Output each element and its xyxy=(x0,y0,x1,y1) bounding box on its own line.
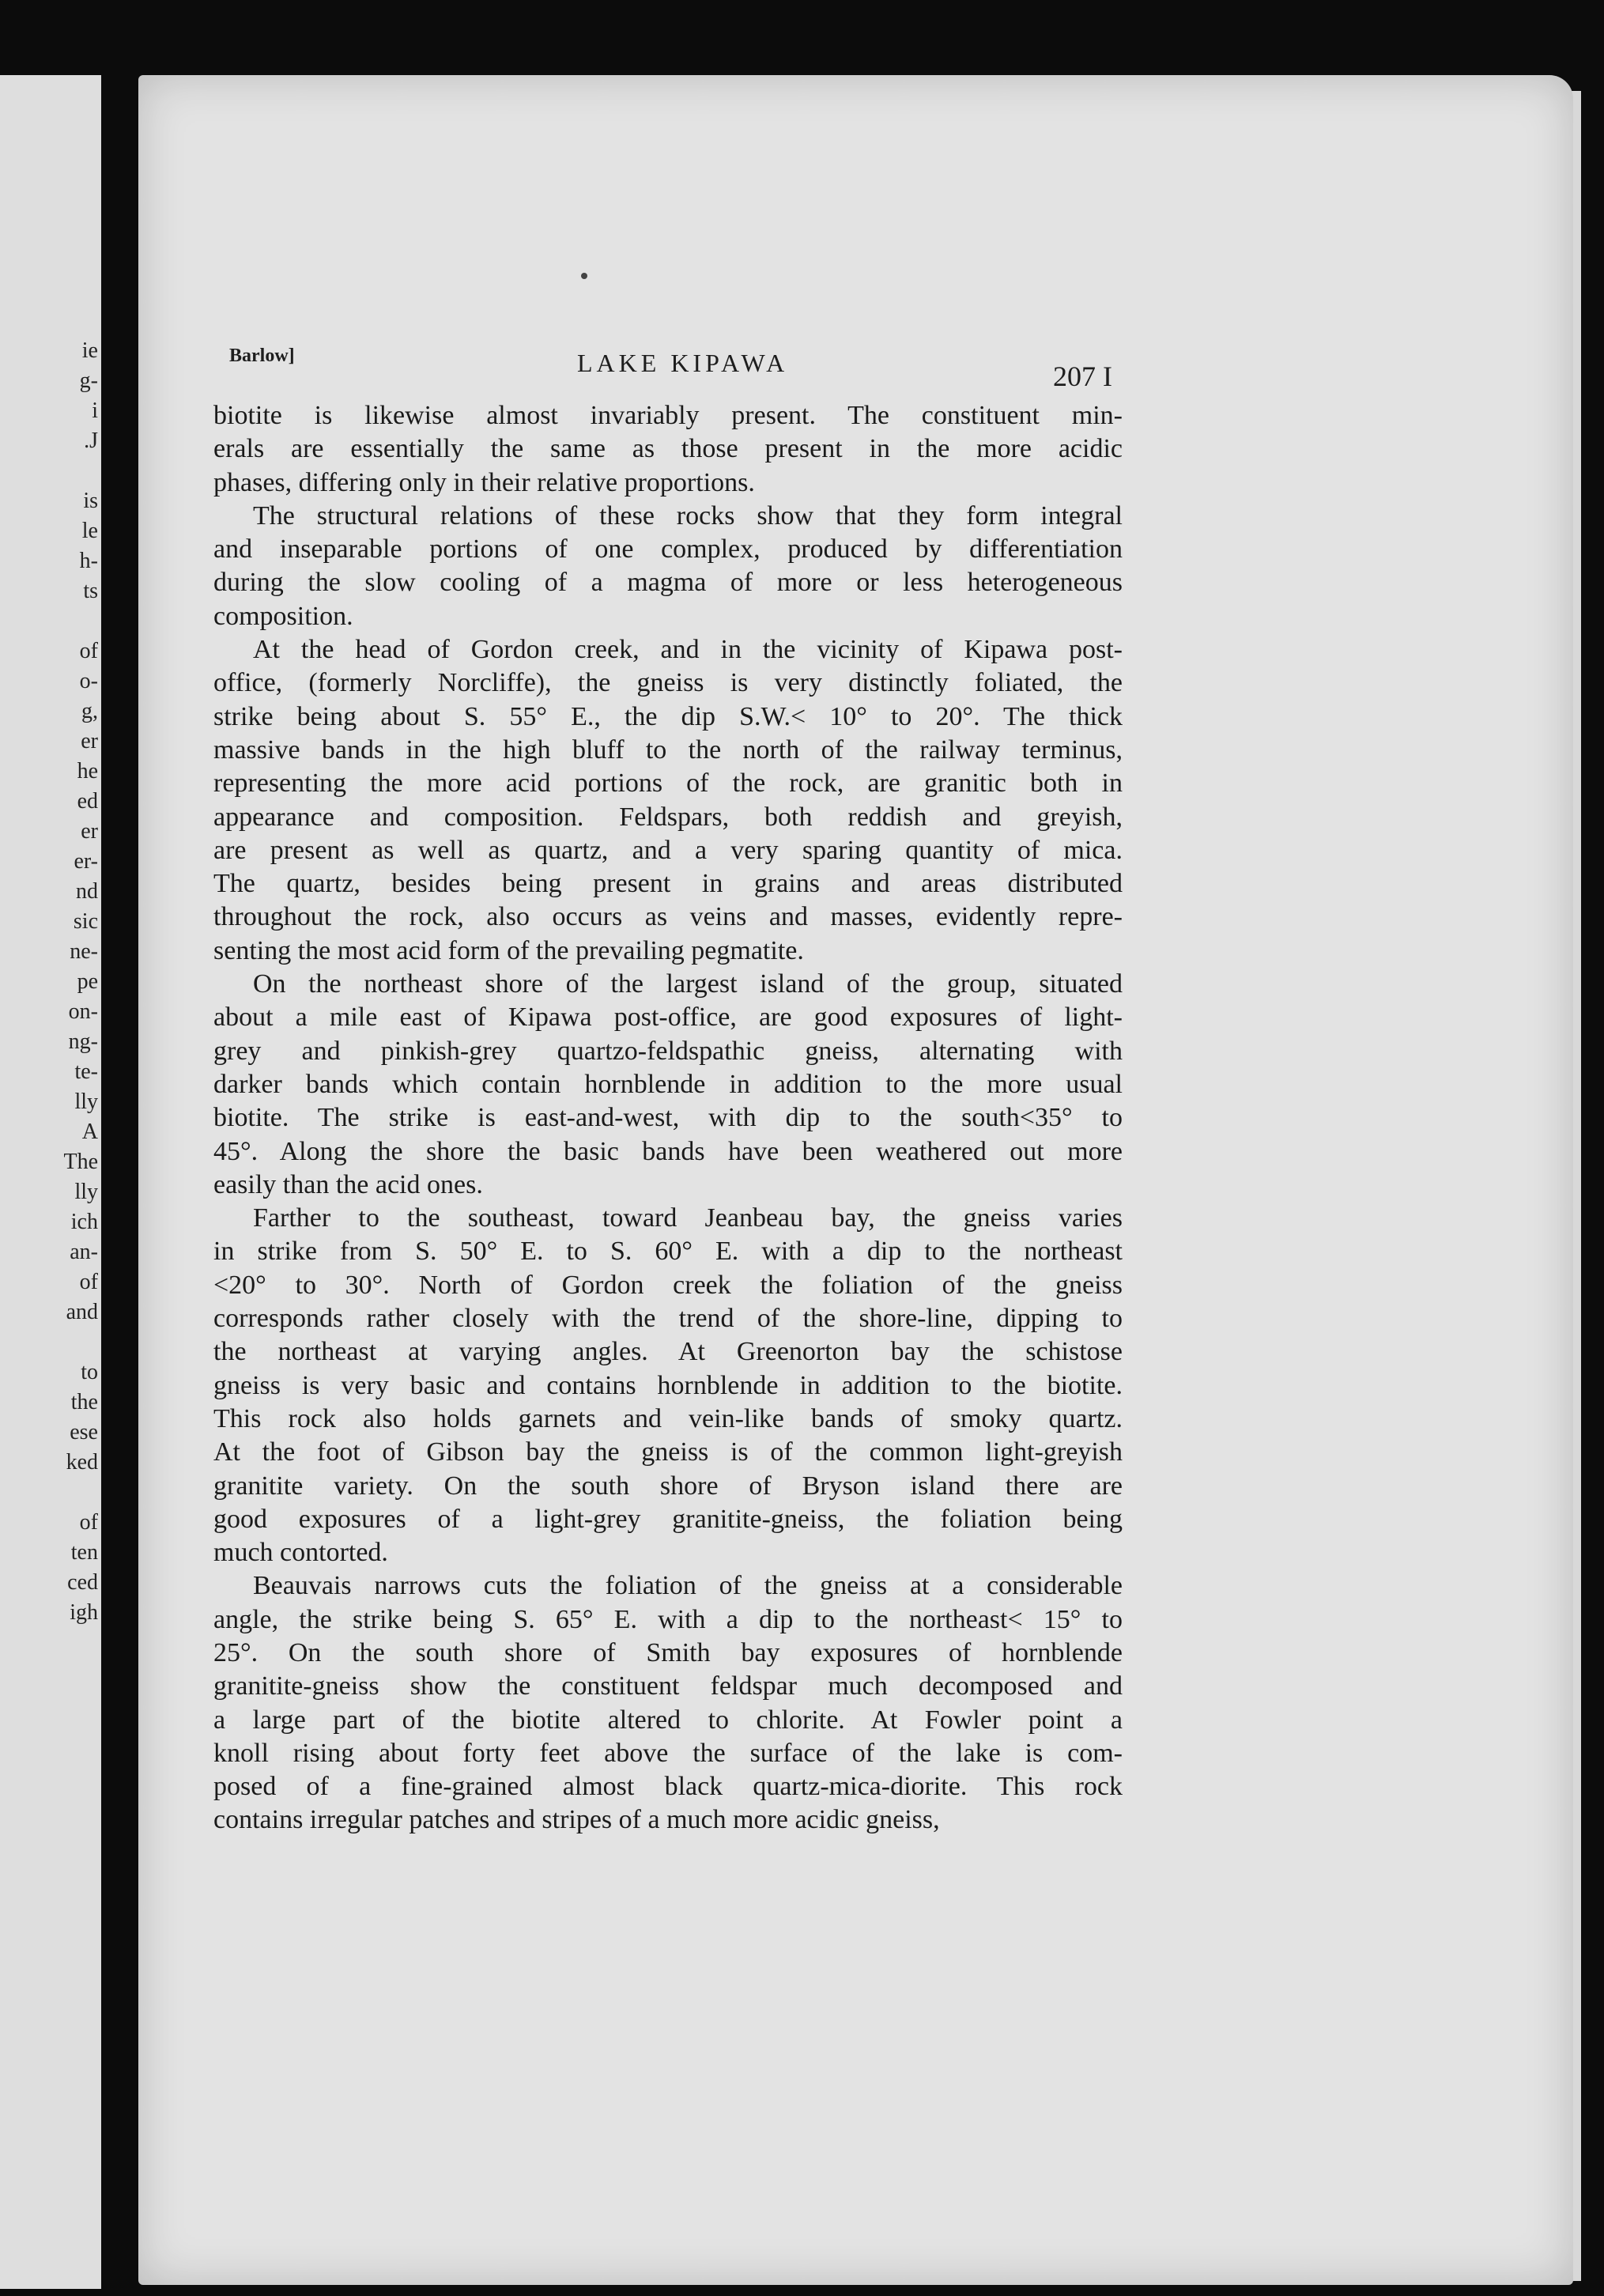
paragraph xyxy=(213,968,1123,1202)
text-line: good exposures of a light-grey granitite-gneiss, the foliation being xyxy=(213,1504,1123,1534)
facing-page-fragment: ts xyxy=(83,579,98,603)
facing-page-fragment: ich xyxy=(70,1210,98,1234)
running-title: LAKE KIPAWA xyxy=(577,349,789,377)
facing-page-fragment: le xyxy=(81,519,98,543)
facing-page-fragment: ten xyxy=(70,1540,98,1565)
running-author: Barlow] xyxy=(229,346,295,366)
facing-page-fragment: ie xyxy=(81,338,98,363)
facing-page-fragment: and xyxy=(66,1300,98,1324)
text-line: and inseparable portions of one complex, produced by differentiation xyxy=(213,534,1123,565)
facing-page-fragment: The xyxy=(63,1150,98,1174)
facing-page-edge xyxy=(0,75,101,2289)
text-line: office, (formerly Norcliffe), the gneiss is very distinctly foliated, the xyxy=(213,668,1123,698)
facing-page-fragment xyxy=(2,1327,98,1358)
facing-page-fragment: to xyxy=(81,1360,98,1384)
text-line: On the northeast shore of the largest island of the group, situated xyxy=(253,969,1123,999)
text-line: a large part of the biotite altered to chlorite. At Fowler point a xyxy=(213,1705,1123,1735)
ink-speck xyxy=(581,273,587,279)
facing-page-fragment: the xyxy=(70,1390,98,1414)
facing-page-fragment: on- xyxy=(68,999,98,1024)
facing-page-fragment: lly xyxy=(74,1180,98,1204)
text-line: Beauvais narrows cuts the foliation of the gneiss at a considerable xyxy=(253,1571,1123,1601)
facing-page-fragment: an- xyxy=(70,1240,98,1264)
text-line: granitite variety. On the south shore of Bryson island there are xyxy=(213,1471,1123,1501)
facing-page-fragment: he xyxy=(77,759,98,784)
text-line: much contorted. xyxy=(213,1538,388,1568)
facing-page-fragment: of xyxy=(79,1270,98,1294)
facing-page-fragment xyxy=(2,606,98,636)
paragraph xyxy=(213,399,1123,500)
text-line: during the slow cooling of a magma of more or less heterogeneous xyxy=(213,568,1123,598)
text-line: contains irregular patches and stripes of a much more acidic gneiss, xyxy=(213,1805,940,1835)
text-line: This rock also holds garnets and vein-like bands of smoky quartz. xyxy=(213,1403,1123,1433)
facing-page-fragment xyxy=(2,1478,98,1508)
text-line: throughout the rock, also occurs as veins and masses, evidently repre- xyxy=(213,902,1123,932)
facing-page-fragment: ed xyxy=(77,789,98,814)
facing-page-fragment: g- xyxy=(79,368,98,393)
text-line: strike being about S. 55° E., the dip S.W.< 10° to 20°. The thick xyxy=(213,701,1123,731)
text-line: gneiss is very basic and contains hornblende in addition to the biotite. xyxy=(213,1370,1123,1400)
facing-page-fragment: nd xyxy=(76,879,98,904)
text-line: senting the most acid form of the prevailing pegmatite. xyxy=(213,935,804,965)
text-line: Farther to the southeast, toward Jeanbeau bay, the gneiss varies xyxy=(253,1203,1123,1233)
text-line: grey and pinkish-grey quartzo-feldspathic gneiss, alternating with xyxy=(213,1036,1123,1066)
text-line: 25°. On the south shore of Smith bay exposures of hornblende xyxy=(213,1637,1123,1667)
text-line: phases, differing only in their relative proportions. xyxy=(213,467,755,497)
facing-page-fragment: ese xyxy=(70,1420,98,1444)
facing-page-fragment: er xyxy=(81,729,98,753)
document-page xyxy=(138,75,1573,2285)
text-line: posed of a fine-grained almost black quartz-mica-diorite. This rock xyxy=(213,1772,1123,1802)
facing-page-fragment: ng- xyxy=(68,1029,98,1054)
text-line: in strike from S. 50° E. to S. 60° E. with a dip to the northeast xyxy=(213,1237,1123,1267)
text-line: granitite-gneiss show the constituent feldspar much decomposed and xyxy=(213,1671,1123,1701)
text-line: darker bands which contain hornblende in addition to the more usual xyxy=(213,1069,1123,1099)
text-line: about a mile east of Kipawa post-office, are good exposures of light- xyxy=(213,1003,1123,1033)
facing-page-fragment: g, xyxy=(81,699,98,723)
text-line: The structural relations of these rocks show that they form integral xyxy=(253,500,1123,531)
running-header xyxy=(138,338,1573,392)
text-line: At the head of Gordon creek, and in the vicinity of Kipawa post- xyxy=(253,635,1123,665)
facing-page-fragment: is xyxy=(83,489,98,513)
facing-page-fragment: .J xyxy=(84,429,98,453)
text-line: At the foot of Gibson bay the gneiss is of the common light-greyish xyxy=(213,1437,1123,1467)
facing-page-text-fragments xyxy=(2,336,98,1680)
facing-page-fragment: lly xyxy=(74,1089,98,1114)
text-line: representing the more acid portions of the rock, are granitic both in xyxy=(213,768,1123,799)
text-line: easily than the acid ones. xyxy=(213,1169,483,1199)
paragraph xyxy=(213,633,1123,968)
body-text xyxy=(213,399,1123,1837)
facing-page-fragment: of xyxy=(79,1510,98,1535)
text-line: angle, the strike being S. 65° E. with a dip to the northeast< 15° to xyxy=(213,1604,1123,1634)
facing-page-fragment: er xyxy=(81,819,98,844)
facing-page-fragment: A xyxy=(81,1120,98,1144)
text-line: biotite is likewise almost invariably present. The constituent min- xyxy=(213,401,1123,430)
text-line: The quartz, besides being present in grains and areas distributed xyxy=(213,869,1123,899)
facing-page-fragment: ne- xyxy=(70,939,98,964)
text-line: biotite. The strike is east-and-west, with dip to the south<35° to xyxy=(213,1103,1123,1133)
facing-page-fragment: ced xyxy=(67,1570,98,1595)
page-number: 207 I xyxy=(1053,361,1112,392)
facing-page-fragment xyxy=(2,456,98,486)
text-line: <20° to 30°. North of Gordon creek the foliation of the gneiss xyxy=(213,1270,1123,1300)
text-line: knoll rising about forty feet above the surface of the lake is com- xyxy=(213,1738,1123,1768)
text-line: erals are essentially the same as those present in the more acidic xyxy=(213,434,1123,464)
facing-page-fragment: igh xyxy=(70,1600,98,1625)
facing-page-fragment: o- xyxy=(79,669,98,693)
text-line: appearance and composition. Feldspars, both reddish and greyish, xyxy=(213,802,1123,832)
facing-page-fragment: sic xyxy=(73,909,98,934)
paragraph xyxy=(213,1202,1123,1569)
text-line: the northeast at varying angles. At Greenorton bay the schistose xyxy=(213,1337,1123,1367)
text-line: corresponds rather closely with the trend of the shore-line, dipping to xyxy=(213,1304,1123,1334)
text-line: 45°. Along the shore the basic bands have been weathered out more xyxy=(213,1136,1123,1166)
facing-page-fragment: i xyxy=(92,398,98,423)
facing-page-fragment: te- xyxy=(74,1059,98,1084)
facing-page-fragment: of xyxy=(79,639,98,663)
facing-page-fragment: h- xyxy=(79,549,98,573)
paragraph xyxy=(213,500,1123,633)
facing-page-fragment: er- xyxy=(74,849,98,874)
facing-page-fragment: pe xyxy=(77,969,98,994)
text-line: composition. xyxy=(213,601,353,631)
facing-page-fragment: ked xyxy=(66,1450,98,1475)
text-line: are present as well as quartz, and a very sparing quantity of mica. xyxy=(213,835,1123,865)
paragraph xyxy=(213,1569,1123,1837)
text-line: massive bands in the high bluff to the north of the railway terminus, xyxy=(213,734,1123,765)
